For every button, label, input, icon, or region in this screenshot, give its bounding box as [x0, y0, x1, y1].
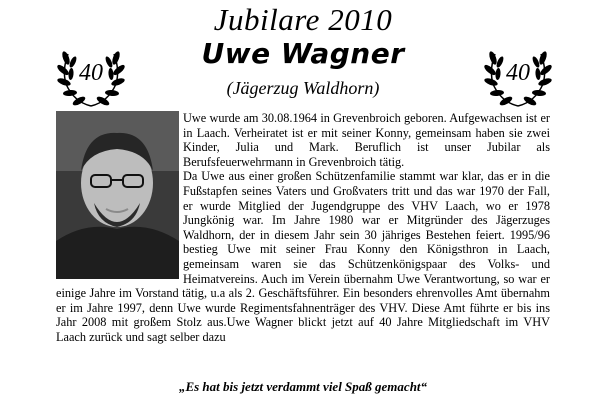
anniversary-number-left: 40	[79, 60, 103, 86]
closing-quote: „Es hat bis jetzt verdammt viel Spaß gemacht“	[178, 379, 428, 394]
photo-space	[56, 111, 183, 280]
page-title: Jubilare 2010	[213, 2, 393, 37]
biography-text	[56, 111, 550, 345]
biography-paragraph: Uwe wurde am 30.08.1964 in Grevenbroich geboren. Aufgewachsen ist er in Laach. Verheiratet ist er mit seiner Konny, gemeinsam haben sie zwei Kinder, Julia und Mark. Beruflich ist unser Jubilar als Berufsfeuerwehrmann in Grevenbroich tätig.	[183, 111, 550, 169]
laurel-wreath-icon	[483, 40, 553, 112]
anniversary-number-right: 40	[506, 60, 530, 86]
laurel-wreath-icon	[56, 40, 126, 112]
club-subtitle: (Jägerzug Waldhorn)	[226, 78, 380, 98]
biography-paragraph: Da Uwe aus einer großen Schützenfamilie stammt war klar, das er in die Fußstapfen seines Vaters und Großvaters tritt und das war 1970 der Fall, er wurde Mitglied der Jugendgruppe des VHV Laach, wo er 1978 Jungkönig war. Im Jahre 1980 war er Mitgründer des Jägerzuges Waldhorn, der in diesem Jahr sein 30 jähriges Bestehen feiert. 1995/96 bestieg Uwe mit seiner Frau Konny den Königsthron in Laach, gemeinsam waren sie das Schützenkönigspaar des Volks- und Heimatvereins. Auch im Verein übernahm Uwe Verantwortung, so war er einige Jahre im Vorstand tätig, u.a als 2. Geschäftsführer. Ein besonders ehrenvolles Amt übernahm er im Jahre 1997, denn Uwe wurde Regimentsfahnenträger des VHV. Diese Amt führte er bis ins Jahr 2008 mit großem Stolz aus.Uwe Wagner blickt jetzt auf 40 Jahre Mitgliedschaft im VHV Laach zurück und sagt selber dazu	[56, 169, 550, 344]
jubilar-name: Uwe Wagner	[201, 37, 405, 70]
